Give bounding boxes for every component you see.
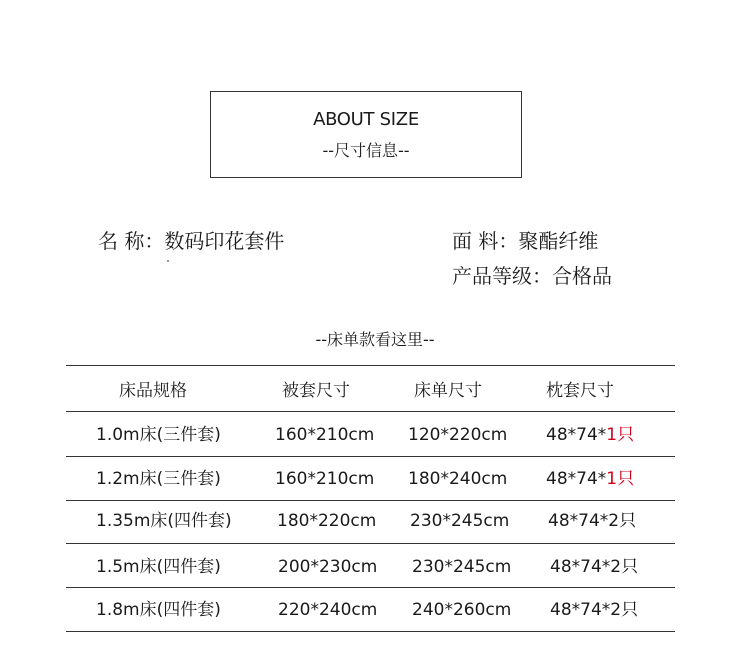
cell-pillow-count: 2只	[610, 600, 639, 620]
product-fabric	[452, 225, 598, 254]
column-header-spec: 床品规格	[119, 381, 187, 401]
table-row	[66, 588, 675, 632]
cell-sheet: 180*240cm	[408, 469, 508, 489]
cell-sheet: 230*245cm	[412, 557, 512, 577]
cell-pillow-count: 2只	[608, 511, 637, 531]
cell-spec: 1.2m床(三件套)	[96, 469, 221, 489]
table-rule	[66, 365, 675, 366]
cell-pillow	[548, 499, 636, 543]
cell-pillow-count: 1只	[606, 425, 635, 445]
product-grade-label: 产品等级：	[452, 264, 552, 288]
cell-pillow-size: 48*74*	[546, 469, 607, 489]
product-fabric-value: 聚酯纤维	[518, 229, 599, 253]
about-size-box	[210, 91, 522, 178]
column-header-duvet: 被套尺寸	[282, 381, 350, 401]
cell-duvet: 160*210cm	[275, 469, 375, 489]
cell-duvet: 160*210cm	[275, 425, 375, 445]
table-header-row	[66, 369, 675, 413]
product-name	[98, 225, 284, 254]
table-row	[66, 499, 675, 543]
table-row	[66, 457, 675, 501]
product-name-label: 名 称：	[98, 229, 165, 253]
cell-pillow	[550, 545, 638, 589]
cell-duvet: 200*230cm	[278, 557, 378, 577]
product-name-value: 数码印花套件	[164, 229, 285, 253]
cell-spec: 1.5m床(四件套)	[96, 557, 221, 577]
cell-duvet: 180*220cm	[277, 511, 377, 531]
cell-sheet: 230*245cm	[410, 511, 510, 531]
cell-sheet: 120*220cm	[408, 425, 508, 445]
product-grade-value: 合格品	[552, 264, 612, 288]
cell-spec: 1.0m床(三件套)	[96, 425, 221, 445]
cell-sheet: 240*260cm	[412, 600, 512, 620]
table-rule	[66, 411, 675, 412]
cell-duvet: 220*240cm	[278, 600, 378, 620]
table-rule	[66, 631, 675, 632]
cell-pillow-size: 48*74*	[550, 600, 611, 620]
cell-pillow-count: 2只	[610, 557, 639, 577]
cell-pillow-count: 1只	[606, 469, 635, 489]
product-fabric-label: 面 料：	[452, 229, 519, 253]
cell-pillow-size: 48*74*	[546, 425, 607, 445]
section-title: --床单款看这里--	[315, 330, 435, 349]
cell-spec: 1.35m床(四件套)	[96, 511, 232, 531]
table-rule	[66, 543, 675, 544]
cell-pillow	[546, 413, 634, 457]
product-grade	[452, 260, 612, 289]
decorative-dot	[167, 260, 169, 262]
cell-pillow	[546, 457, 634, 501]
column-header-pillow: 枕套尺寸	[546, 381, 614, 401]
cell-pillow-size: 48*74*	[548, 511, 609, 531]
about-size-subtitle: --尺寸信息--	[322, 141, 410, 160]
cell-pillow-size: 48*74*	[550, 557, 611, 577]
column-header-sheet: 床单尺寸	[414, 381, 482, 401]
cell-pillow	[550, 588, 638, 632]
about-size-title: ABOUT SIZE	[313, 109, 419, 130]
cell-spec: 1.8m床(四件套)	[96, 600, 221, 620]
table-row	[66, 413, 675, 457]
table-row	[66, 545, 675, 589]
